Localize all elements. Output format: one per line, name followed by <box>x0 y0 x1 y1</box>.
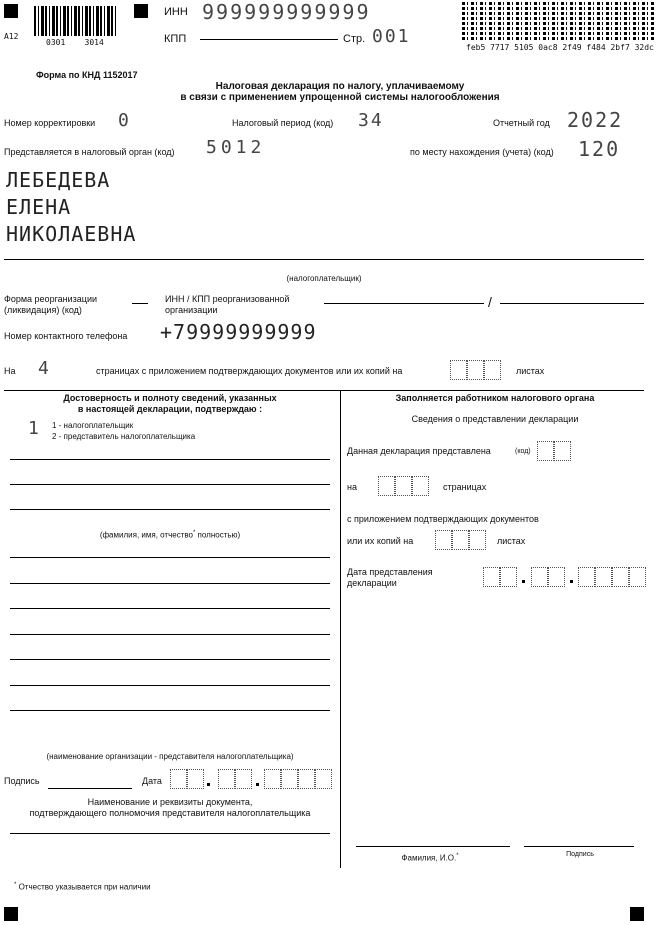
right-pages-label: страницах <box>443 482 487 492</box>
attach-line-2: или их копий на <box>347 536 414 546</box>
inn-label: ИНН <box>164 6 188 18</box>
org-line-1 <box>10 557 330 558</box>
org-line-7 <box>10 710 330 711</box>
signer-option-1: 1 - налогоплательщик <box>52 421 134 430</box>
page-value: 001 <box>372 26 411 47</box>
taxpayer-line-2: ЕЛЕНА <box>6 195 72 219</box>
org-line-6 <box>10 685 330 686</box>
taxpayer-underline <box>4 259 644 260</box>
taxpayer-line-3: НИКОЛАЕВНА <box>6 222 137 246</box>
phone-label: Номер контактного телефона <box>4 331 128 341</box>
footer-note <box>14 882 151 892</box>
correction-label: Номер корректировки <box>4 118 96 128</box>
right-fio-label <box>370 853 490 863</box>
right-heading: Заполняется работником налогового органа <box>395 393 595 403</box>
phone-value: +79999999999 <box>160 320 317 344</box>
reorg-slash: / <box>488 294 492 310</box>
section-divider <box>4 390 644 391</box>
doc-caption-2: подтверждающего полномочия представителя налогоплательщика <box>29 808 311 818</box>
left-heading-1: Достоверность и полноту сведений, указанных <box>63 393 277 403</box>
right-sign-label: Подпись <box>566 851 594 858</box>
year-label: Отчетный год <box>493 118 550 128</box>
qr-barcode <box>462 2 656 40</box>
right-subheading: Сведения о представлении декларации <box>411 414 579 424</box>
right-date-year <box>578 567 646 587</box>
left-date-day <box>170 769 204 789</box>
pages-value: 4 <box>38 358 51 379</box>
corner-marker-bottom-left <box>4 907 18 921</box>
right-fio-line <box>356 846 510 847</box>
right-pages-cells <box>378 476 429 496</box>
corner-marker-bottom-right <box>630 907 644 921</box>
signer-option-2: 2 - представитель налогоплательщика <box>52 432 196 441</box>
org-line-4 <box>10 634 330 635</box>
corner-marker-top-mid <box>134 4 148 18</box>
right-fio-star: * <box>456 853 459 859</box>
org-line-5 <box>10 659 330 660</box>
taxpayer-caption: (налогоплательщик) <box>286 274 362 283</box>
fio-caption-text: (фамилия, имя, отчество <box>99 530 193 540</box>
submitted-code-cells <box>537 441 571 461</box>
kpp-line <box>200 39 338 40</box>
sign-label: Подпись <box>4 776 40 786</box>
location-value: 120 <box>578 137 621 161</box>
footer-star: * <box>14 882 17 888</box>
authority-value: 5012 <box>206 137 266 158</box>
fio-caption-end: полностью) <box>197 530 241 540</box>
right-date-month <box>531 567 565 587</box>
org-caption: (наименование организации - представителя налогоплательщика) <box>46 752 294 761</box>
right-date-line-1: Дата представления <box>347 567 433 577</box>
left-heading-2: в настоящей декларации, подтверждаю : <box>77 404 263 414</box>
signer-value: 1 <box>28 418 41 439</box>
left-date-dot-1 <box>207 783 210 786</box>
left-date-month <box>218 769 252 789</box>
fio-line-3 <box>10 509 330 510</box>
authority-label: Представляется в налоговый орган (код) <box>4 147 175 157</box>
fio-line-2 <box>10 484 330 485</box>
right-date-line-2: декларации <box>347 578 397 588</box>
small-barcode <box>34 6 116 36</box>
sign-line <box>48 788 132 789</box>
doc-line <box>10 833 330 834</box>
footer-text: Отчество указывается при наличии <box>18 882 151 892</box>
knd-code: Форма по КНД 1152017 <box>36 70 138 80</box>
fio-caption-star: * <box>192 530 196 536</box>
correction-value: 0 <box>118 110 131 131</box>
location-label: по месту нахождения (учета) (код) <box>410 147 554 157</box>
reorg-innkpp-label: ИНН / КПП реорганизованной организации <box>165 294 290 315</box>
fio-line-1 <box>10 459 330 460</box>
doc-caption-1: Наименование и реквизиты документа, <box>87 797 253 807</box>
barcode-text: feb5 7717 5105 0ac8 2f49 f484 2bf7 32dc <box>466 43 654 52</box>
year-value: 2022 <box>567 108 624 132</box>
pages-sheets-label: листах <box>516 366 545 376</box>
submitted-code-label: (код) <box>515 448 531 455</box>
period-value: 34 <box>358 110 384 131</box>
date-label: Дата <box>142 776 162 786</box>
corner-marker-top-left <box>4 4 18 18</box>
right-sheets-label: листах <box>497 536 526 546</box>
pages-on-label: На <box>4 366 16 376</box>
kpp-label: КПП <box>164 33 187 45</box>
column-divider <box>340 390 341 868</box>
reorg-form-line <box>132 303 148 304</box>
form-code: A12 <box>4 32 19 41</box>
pages-sheets-cells <box>450 360 501 380</box>
attach-line-1: с приложением подтверждающих документов <box>347 514 539 524</box>
inn-value: 999999999999 <box>202 0 371 24</box>
left-date-dot-2 <box>256 783 259 786</box>
reorg-inn-line <box>324 303 484 304</box>
pages-text: страницах с приложением подтверждающих документов или их копий на <box>96 366 403 376</box>
right-on-label: на <box>347 482 357 492</box>
barcode-numbers: 0301 3014 <box>46 38 104 47</box>
taxpayer-line-1: ЛЕБЕДЕВА <box>6 168 111 192</box>
reorg-kpp-line <box>500 303 644 304</box>
right-date-day <box>483 567 517 587</box>
title-line-2: в связи с применением упрощенной системы налогообложения <box>180 92 500 103</box>
period-label: Налоговый период (код) <box>232 118 334 128</box>
reorg-form-label: Форма реорганизации (ликвидация) (код) <box>4 294 97 315</box>
submitted-label: Данная декларация представлена <box>347 446 491 456</box>
page-label: Стр. <box>343 33 366 45</box>
left-date-year <box>264 769 332 789</box>
org-line-2 <box>10 583 330 584</box>
fio-caption <box>40 530 300 540</box>
right-date-dot-2 <box>570 580 573 583</box>
org-line-3 <box>10 608 330 609</box>
right-fio-text: Фамилия, И.О. <box>401 853 457 863</box>
right-sheets-cells <box>435 530 486 550</box>
right-sign-line <box>524 846 634 847</box>
title-line-1: Налоговая декларация по налогу, уплачиваемому <box>215 81 465 92</box>
right-date-dot-1 <box>522 580 525 583</box>
